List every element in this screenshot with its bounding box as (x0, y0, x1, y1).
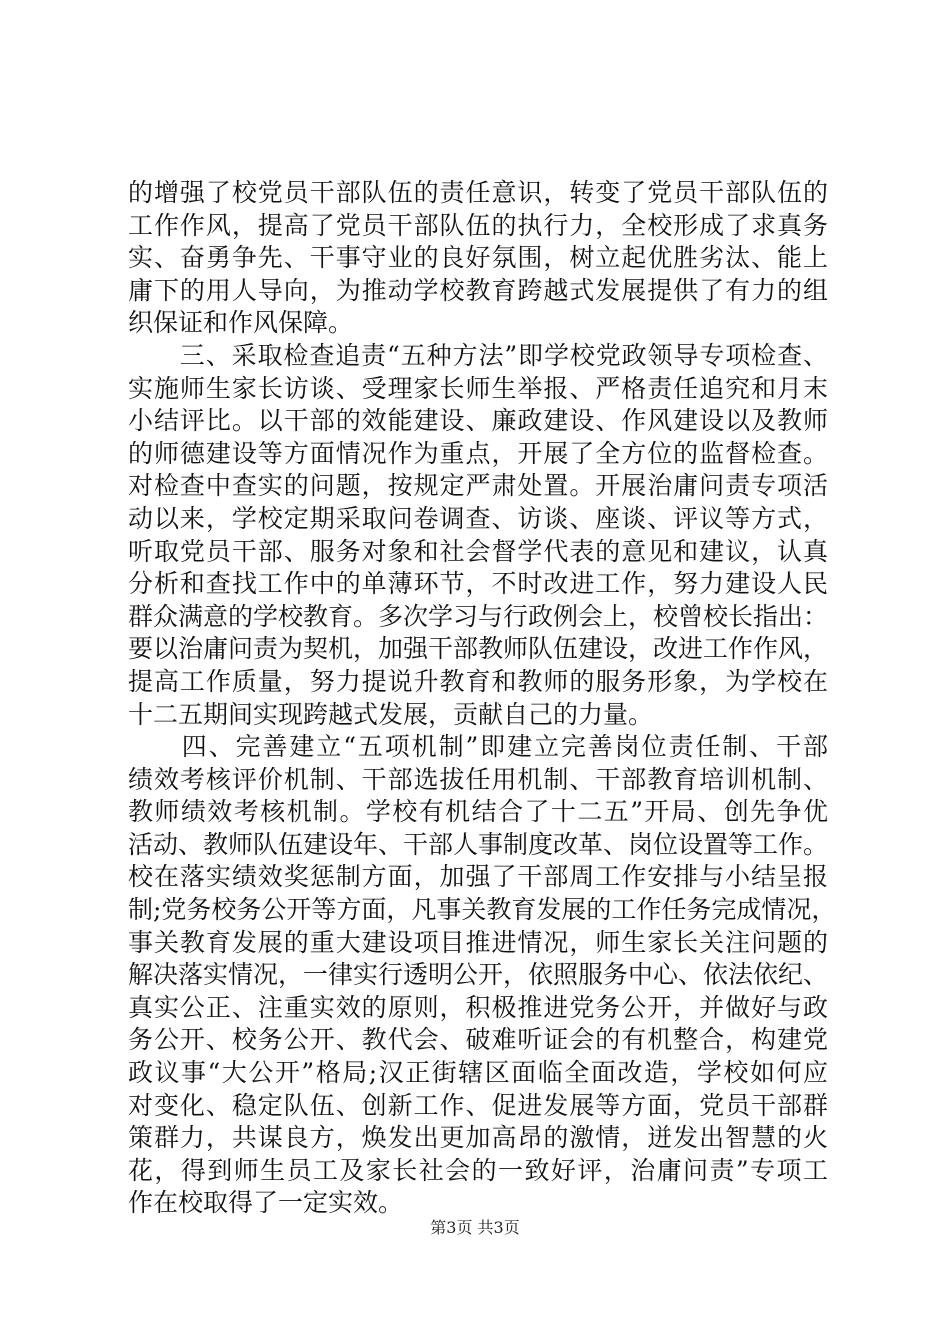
text-line: 活动、教师队伍建设年、干部人事制度改革、岗位设置等工作。 (128, 829, 829, 859)
text-line: 作在校取得了一定实效。 (128, 1188, 404, 1218)
text-line: 提高工作质量，努力提说升教育和教师的服务形象，为学校在 (128, 666, 828, 696)
text-line: 工作作风，提高了党员干部队伍的执行力，全校形成了求真务 (128, 210, 828, 240)
text-line: 真实公正、注重实效的原则，积极推进党务公开，并做好与政 (128, 992, 828, 1022)
text-line: 对检查中查实的问题，按规定严肃处置。开展治庸问责专项活 (128, 471, 828, 501)
page-footer: 第3页 共3页 (430, 1218, 520, 1237)
text-line: 动以来，学校定期采取问卷调查、访谈、座谈、评议等方式， (128, 503, 828, 533)
text-line: 实、奋勇争先、干事守业的良好氛围，树立起优胜劣汰、能上 (128, 243, 828, 273)
text-line: 分析和查找工作中的单薄环节，不时改进工作，努力建设人民 (128, 569, 828, 599)
text-line: 策群力，共谋良方，焕发出更加高昂的激情，迸发出智慧的火 (128, 1123, 828, 1153)
text-line: 绩效考核评价机制、干部选拔任用机制、干部教育培训机制、 (128, 764, 828, 794)
text-line: 事关教育发展的重大建设项目推进情况，师生家长关注问题的 (128, 927, 828, 957)
text-line: 教师绩效考核机制。学校有机结合了十二五”开局、创先争优 (128, 797, 828, 827)
text-line: 制;党务校务公开等方面，凡事关教育发展的工作任务完成情况， (128, 895, 837, 925)
text-line: 对变化、稳定队伍、创新工作、促进发展等方面，党员干部群 (128, 1090, 828, 1120)
text-line: 四、完善建立“五项机制”即建立完善岗位责任制、干部 (128, 732, 828, 762)
text-line: 实施师生家长访谈、受理家长师生举报、严格责任追究和月末 (128, 373, 828, 403)
text-line: 三、采取检查追责“五种方法”即学校党政领导专项检查、 (128, 340, 828, 370)
text-line: 的增强了校党员干部队伍的责任意识，转变了党员干部队伍的 (128, 178, 828, 207)
text-line: 的师德建设等方面情况作为重点，开展了全方位的监督检查。 (128, 438, 828, 468)
text-line: 校在落实绩效奖惩制方面，加强了干部周工作安排与小结呈报 (128, 862, 828, 892)
text-line: 听取党员干部、服务对象和社会督学代表的意见和建议，认真 (128, 536, 828, 566)
text-line: 务公开、校务公开、教代会、破难听证会的有机整合，构建党 (128, 1025, 828, 1055)
text-line: 小结评比。以干部的效能建设、廉政建设、作风建设以及教师 (128, 406, 828, 436)
text-line: 十二五期间实现跨越式发展，贡献自己的力量。 (128, 699, 654, 729)
text-line: 织保证和作风保障。 (128, 308, 354, 338)
text-line: 解决落实情况，一律实行透明公开，依照服务中心、依法依纪、 (128, 960, 829, 990)
text-line: 政议事“大公开”格局;汉正街辖区面临全面改造，学校如何应 (128, 1058, 828, 1088)
document-body (128, 177, 837, 1220)
text-line: 要以治庸问责为契机，加强干部教师队伍建设，改进工作作风， (128, 634, 829, 664)
text-line: 庸下的用人导向，为推动学校教育跨越式发展提供了有力的组 (128, 275, 828, 305)
text-line: 花，得到师生员工及家长社会的一致好评，治庸问责”专项工 (128, 1155, 828, 1185)
text-line: 群众满意的学校教育。多次学习与行政例会上，校曾校长指出： (128, 601, 829, 631)
